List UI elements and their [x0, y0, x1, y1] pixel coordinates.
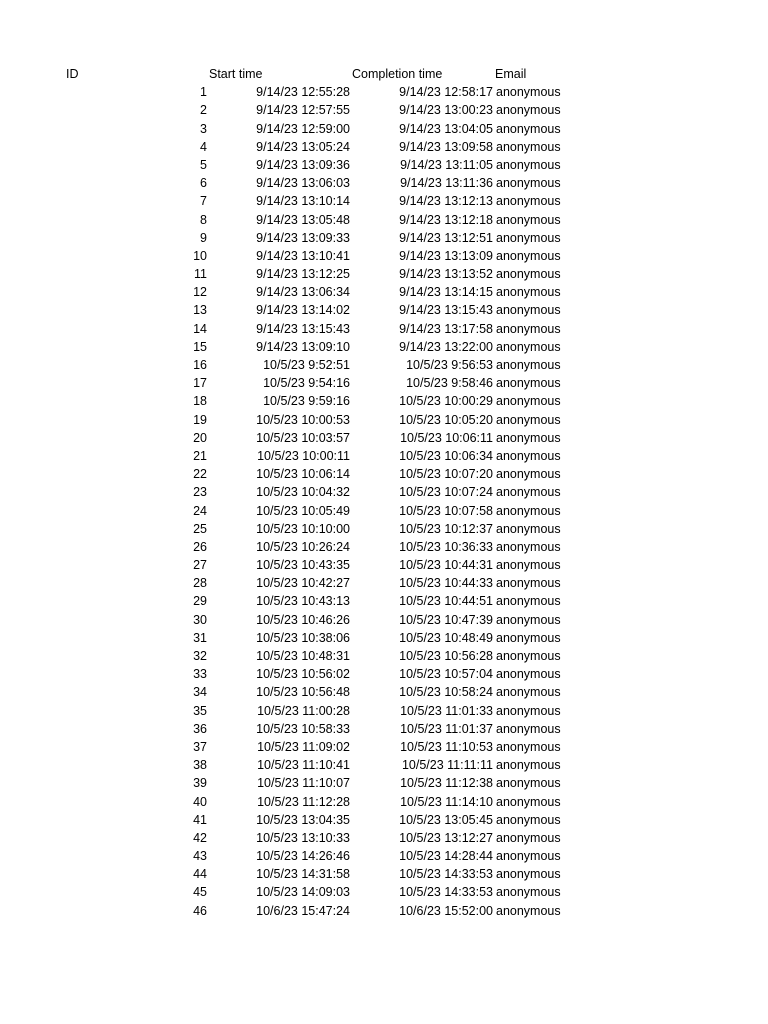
cell-completion-time: 10/5/23 10:07:24: [399, 485, 493, 500]
cell-completion-time: 9/14/23 13:22:00: [399, 339, 493, 354]
cell-email: anonymous: [496, 394, 561, 409]
table-row: [0, 647, 768, 665]
cell-completion-time: 10/5/23 10:44:33: [399, 576, 493, 591]
cell-start-time: 10/5/23 13:10:33: [256, 830, 350, 845]
cell-email: anonymous: [496, 630, 561, 645]
table-row: [0, 865, 768, 883]
table-row: [0, 283, 768, 301]
cell-completion-time: 10/5/23 10:05:20: [399, 412, 493, 427]
cell-id: 5: [200, 157, 207, 172]
cell-start-time: 10/5/23 10:00:53: [256, 412, 350, 427]
cell-email: anonymous: [496, 467, 561, 482]
cell-start-time: 10/5/23 11:10:07: [257, 776, 350, 791]
cell-start-time: 10/5/23 10:58:33: [256, 721, 350, 736]
cell-email: anonymous: [496, 885, 561, 900]
cell-start-time: 10/5/23 10:56:02: [256, 667, 350, 682]
header-start-time: Start time: [209, 67, 263, 81]
cell-email: anonymous: [496, 594, 561, 609]
table-body: [0, 83, 768, 920]
cell-id: 22: [193, 467, 207, 482]
cell-email: anonymous: [496, 430, 561, 445]
table-row: [0, 101, 768, 119]
cell-completion-time: 9/14/23 13:15:43: [399, 303, 493, 318]
cell-id: 14: [193, 321, 207, 336]
cell-email: anonymous: [496, 285, 561, 300]
cell-completion-time: 10/5/23 10:56:28: [399, 649, 493, 663]
cell-completion-time: 10/5/23 14:33:53: [399, 885, 493, 900]
spreadsheet: [0, 65, 768, 920]
header-row: [0, 65, 768, 83]
table-row: [0, 483, 768, 501]
cell-completion-time: 9/14/23 13:11:05: [400, 157, 493, 172]
table-row: [0, 356, 768, 374]
cell-email: anonymous: [496, 85, 561, 100]
cell-completion-time: 9/14/23 13:13:09: [399, 248, 493, 263]
cell-start-time: 10/5/23 10:00:11: [257, 448, 350, 463]
cell-start-time: 10/5/23 14:09:03: [256, 885, 350, 900]
cell-start-time: 10/5/23 10:05:49: [256, 503, 350, 518]
cell-email: anonymous: [496, 685, 561, 700]
cell-id: 36: [193, 721, 207, 736]
table-row: [0, 192, 768, 210]
table-row: [0, 720, 768, 738]
cell-id: 23: [193, 485, 207, 500]
cell-start-time: 10/5/23 11:12:28: [257, 794, 350, 809]
cell-completion-time: 10/5/23 10:58:24: [399, 685, 493, 700]
cell-id: 46: [193, 903, 207, 918]
cell-id: 19: [193, 412, 207, 427]
cell-id: 38: [193, 758, 207, 773]
cell-completion-time: 9/14/23 13:12:13: [399, 194, 493, 209]
cell-start-time: 10/5/23 11:10:41: [257, 758, 350, 773]
header-completion-time: Completion time: [352, 67, 443, 81]
cell-id: 27: [193, 558, 207, 573]
cell-completion-time: 10/5/23 10:06:11: [400, 430, 493, 445]
table-row: [0, 174, 768, 192]
cell-start-time: 10/6/23 15:47:24: [256, 903, 350, 918]
cell-email: anonymous: [496, 830, 561, 845]
cell-completion-time: 10/5/23 11:14:10: [400, 794, 493, 809]
cell-id: 13: [193, 303, 207, 318]
cell-completion-time: 9/14/23 13:14:15: [399, 285, 493, 300]
cell-id: 41: [193, 812, 207, 827]
table-row: [0, 829, 768, 847]
table-row: [0, 83, 768, 101]
cell-id: 15: [193, 339, 207, 354]
cell-start-time: 10/5/23 14:26:46: [256, 849, 350, 864]
cell-start-time: 9/14/23 12:59:00: [256, 121, 350, 136]
table-row: [0, 574, 768, 592]
cell-id: 20: [193, 430, 207, 445]
table-row: [0, 502, 768, 520]
cell-email: anonymous: [496, 376, 561, 391]
table-row: [0, 702, 768, 720]
cell-id: 11: [194, 267, 207, 282]
cell-start-time: 9/14/23 13:10:41: [256, 248, 350, 263]
cell-email: anonymous: [496, 649, 561, 663]
cell-completion-time: 9/14/23 12:58:17: [399, 85, 493, 100]
cell-start-time: 10/5/23 10:26:24: [256, 539, 350, 554]
cell-email: anonymous: [496, 194, 561, 209]
cell-completion-time: 10/5/23 10:07:58: [399, 503, 493, 518]
cell-id: 9: [200, 230, 207, 245]
cell-start-time: 9/14/23 13:12:25: [256, 267, 350, 282]
cell-email: anonymous: [496, 776, 561, 791]
cell-completion-time: 10/5/23 10:48:49: [399, 630, 493, 645]
cell-email: anonymous: [496, 303, 561, 318]
cell-id: 42: [193, 830, 207, 845]
cell-completion-time: 10/5/23 9:58:46: [406, 376, 493, 391]
cell-id: 35: [193, 703, 207, 718]
table-row: [0, 902, 768, 920]
table-row: [0, 756, 768, 774]
cell-start-time: 10/5/23 9:54:16: [263, 376, 350, 391]
cell-id: 4: [200, 139, 207, 154]
table-row: [0, 738, 768, 756]
cell-email: anonymous: [496, 903, 561, 918]
cell-email: anonymous: [496, 157, 561, 172]
cell-start-time: 10/5/23 10:10:00: [256, 521, 350, 536]
table-row: [0, 883, 768, 901]
table-row: [0, 320, 768, 338]
cell-email: anonymous: [496, 212, 561, 227]
table-row: [0, 138, 768, 156]
table-row: [0, 683, 768, 701]
cell-id: 6: [200, 176, 207, 191]
header-id: ID: [66, 67, 79, 81]
cell-completion-time: 9/14/23 13:13:52: [399, 267, 493, 282]
table-row: [0, 411, 768, 429]
cell-completion-time: 10/5/23 11:01:33: [400, 703, 493, 718]
cell-id: 44: [193, 867, 207, 882]
cell-id: 24: [193, 503, 207, 518]
cell-id: 34: [193, 685, 207, 700]
cell-start-time: 9/14/23 13:09:36: [256, 157, 350, 172]
table-row: [0, 611, 768, 629]
table-row: [0, 793, 768, 811]
cell-email: anonymous: [496, 503, 561, 518]
cell-id: 1: [200, 85, 207, 100]
cell-email: anonymous: [496, 794, 561, 809]
cell-start-time: 9/14/23 12:57:55: [256, 103, 350, 118]
table-row: [0, 374, 768, 392]
cell-id: 28: [193, 576, 207, 591]
cell-id: 33: [193, 667, 207, 682]
cell-start-time: 9/14/23 13:06:34: [256, 285, 350, 300]
table-row: [0, 156, 768, 174]
cell-email: anonymous: [496, 521, 561, 536]
cell-completion-time: 9/14/23 13:11:36: [400, 176, 493, 191]
cell-completion-time: 10/5/23 11:11:11: [401, 758, 493, 773]
cell-email: anonymous: [496, 321, 561, 336]
cell-completion-time: 10/5/23 9:56:53: [406, 358, 493, 372]
cell-email: anonymous: [496, 758, 561, 773]
cell-start-time: 9/14/23 13:10:14: [256, 194, 350, 209]
cell-email: anonymous: [496, 739, 561, 754]
cell-email: anonymous: [496, 612, 561, 627]
table-row: [0, 556, 768, 574]
table-row: [0, 665, 768, 683]
cell-completion-time: 10/5/23 13:05:45: [399, 812, 493, 827]
cell-start-time: 9/14/23 13:06:03: [256, 176, 350, 191]
cell-completion-time: 10/5/23 10:00:29: [399, 394, 493, 409]
cell-completion-time: 10/5/23 11:01:37: [400, 721, 493, 736]
cell-completion-time: 9/14/23 13:00:23: [399, 103, 493, 118]
cell-start-time: 10/5/23 10:48:31: [256, 649, 350, 663]
cell-email: anonymous: [496, 448, 561, 463]
cell-id: 31: [193, 630, 207, 645]
cell-id: 26: [193, 539, 207, 554]
cell-start-time: 10/5/23 14:31:58: [256, 867, 350, 882]
cell-start-time: 10/5/23 10:06:14: [256, 467, 350, 482]
table-row: [0, 847, 768, 865]
table-row: [0, 120, 768, 138]
cell-email: anonymous: [496, 176, 561, 191]
cell-start-time: 10/5/23 10:42:27: [256, 576, 350, 591]
cell-start-time: 10/5/23 13:04:35: [256, 812, 350, 827]
cell-completion-time: 10/5/23 10:44:31: [399, 558, 493, 573]
table-row: [0, 465, 768, 483]
cell-id: 25: [193, 521, 207, 536]
cell-id: 10: [193, 248, 207, 263]
cell-id: 2: [200, 103, 207, 118]
cell-id: 30: [193, 612, 207, 627]
cell-start-time: 10/5/23 9:52:51: [263, 358, 350, 372]
table-row: [0, 629, 768, 647]
cell-start-time: 10/5/23 10:56:48: [256, 685, 350, 700]
cell-start-time: 10/5/23 11:09:02: [257, 739, 350, 754]
header-email: Email: [495, 67, 527, 81]
cell-start-time: 9/14/23 12:55:28: [256, 85, 350, 100]
cell-email: anonymous: [496, 812, 561, 827]
cell-email: anonymous: [496, 103, 561, 118]
cell-start-time: 9/14/23 13:14:02: [256, 303, 350, 318]
cell-id: 18: [193, 394, 207, 409]
cell-email: anonymous: [496, 721, 561, 736]
cell-completion-time: 9/14/23 13:09:58: [399, 139, 493, 154]
cell-completion-time: 10/5/23 11:10:53: [400, 739, 493, 754]
cell-id: 43: [193, 849, 207, 864]
cell-email: anonymous: [496, 358, 561, 372]
cell-completion-time: 10/5/23 14:33:53: [399, 867, 493, 882]
table-row: [0, 247, 768, 265]
cell-completion-time: 10/6/23 15:52:00: [399, 903, 493, 918]
table-row: [0, 211, 768, 229]
cell-completion-time: 9/14/23 13:17:58: [399, 321, 493, 336]
table-row: [0, 774, 768, 792]
cell-completion-time: 10/5/23 10:12:37: [399, 521, 493, 536]
cell-id: 39: [193, 776, 207, 791]
cell-email: anonymous: [496, 267, 561, 282]
cell-email: anonymous: [496, 576, 561, 591]
cell-completion-time: 10/5/23 10:36:33: [399, 539, 493, 554]
cell-completion-time: 10/5/23 13:12:27: [399, 830, 493, 845]
table-row: [0, 592, 768, 610]
cell-start-time: 9/14/23 13:05:48: [256, 212, 350, 227]
cell-start-time: 10/5/23 11:00:28: [257, 703, 350, 718]
table-row: [0, 265, 768, 283]
table-row: [0, 338, 768, 356]
cell-id: 7: [200, 194, 207, 209]
table-row: [0, 447, 768, 465]
cell-id: 21: [193, 448, 207, 463]
cell-email: anonymous: [496, 412, 561, 427]
cell-id: 29: [193, 594, 207, 609]
table-row: [0, 429, 768, 447]
cell-start-time: 9/14/23 13:05:24: [256, 139, 350, 154]
cell-email: anonymous: [496, 539, 561, 554]
cell-completion-time: 10/5/23 10:07:20: [399, 467, 493, 482]
table-row: [0, 520, 768, 538]
cell-email: anonymous: [496, 485, 561, 500]
cell-email: anonymous: [496, 667, 561, 682]
cell-completion-time: 10/5/23 11:12:38: [400, 776, 493, 791]
cell-id: 16: [193, 358, 207, 372]
cell-email: anonymous: [496, 248, 561, 263]
cell-id: 37: [193, 739, 207, 754]
cell-completion-time: 10/5/23 10:44:51: [399, 594, 493, 609]
table-row: [0, 811, 768, 829]
cell-email: anonymous: [496, 230, 561, 245]
table-row: [0, 301, 768, 319]
cell-start-time: 9/14/23 13:09:33: [256, 230, 350, 245]
cell-email: anonymous: [496, 703, 561, 718]
cell-start-time: 10/5/23 10:43:13: [256, 594, 350, 609]
cell-email: anonymous: [496, 849, 561, 864]
cell-completion-time: 9/14/23 13:12:51: [399, 230, 493, 245]
cell-start-time: 10/5/23 10:46:26: [256, 612, 350, 627]
cell-email: anonymous: [496, 339, 561, 354]
cell-start-time: 9/14/23 13:09:10: [256, 339, 350, 354]
cell-id: 40: [193, 794, 207, 809]
cell-completion-time: 10/5/23 10:57:04: [399, 667, 493, 682]
cell-completion-time: 10/5/23 10:06:34: [399, 448, 493, 463]
cell-start-time: 10/5/23 10:04:32: [256, 485, 350, 500]
cell-id: 32: [193, 649, 207, 663]
cell-start-time: 10/5/23 9:59:16: [263, 394, 350, 409]
cell-start-time: 9/14/23 13:15:43: [256, 321, 350, 336]
cell-email: anonymous: [496, 121, 561, 136]
cell-completion-time: 9/14/23 13:04:05: [399, 121, 493, 136]
cell-completion-time: 10/5/23 14:28:44: [399, 849, 493, 864]
cell-id: 12: [193, 285, 207, 300]
cell-id: 45: [193, 885, 207, 900]
cell-start-time: 10/5/23 10:43:35: [256, 558, 350, 573]
cell-email: anonymous: [496, 139, 561, 154]
cell-email: anonymous: [496, 558, 561, 573]
cell-completion-time: 9/14/23 13:12:18: [399, 212, 493, 227]
cell-id: 17: [193, 376, 207, 391]
cell-start-time: 10/5/23 10:03:57: [256, 430, 350, 445]
cell-start-time: 10/5/23 10:38:06: [256, 630, 350, 645]
table-row: [0, 229, 768, 247]
cell-completion-time: 10/5/23 10:47:39: [399, 612, 493, 627]
table-row: [0, 538, 768, 556]
cell-email: anonymous: [496, 867, 561, 882]
table-row: [0, 392, 768, 410]
cell-id: 3: [200, 121, 207, 136]
cell-id: 8: [200, 212, 207, 227]
